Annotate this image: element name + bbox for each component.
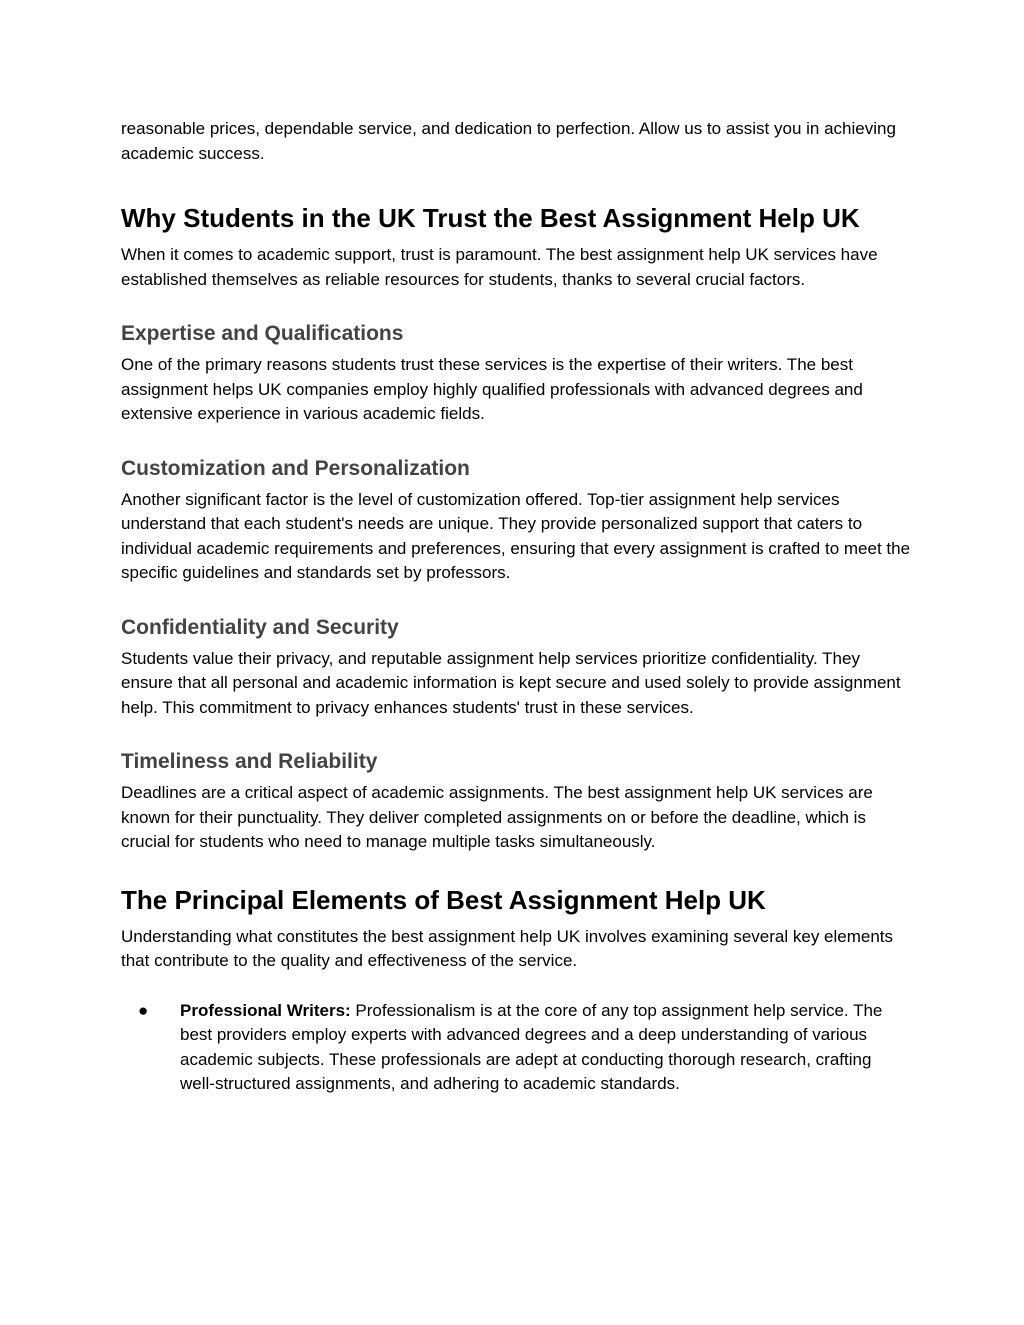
document-page <box>121 117 911 1097</box>
subsection-paragraph-customization: Another significant factor is the level of customization offered. Top-tier assignment help services understand that each student's needs are unique. They provide personalized support that caters to individual academic requirements and preferences, ensuring that every assignment is crafted to meet the specific guidelines and standards set by professors. <box>121 489 911 582</box>
bullet-list <box>121 999 911 1097</box>
subsection-heading-confidentiality: Confidentiality and Security <box>121 615 399 639</box>
section2-paragraph: Understanding what constitutes the best assignment help UK involves examining several key elements that contribute to the quality and effectiveness of the service. <box>121 926 894 970</box>
subsection-paragraph-confidentiality: Students value their privacy, and reputable assignment help services prioritize confidentiality. They ensure that all personal and academic information is kept secure and used solely to provide assignment help. This commitment to privacy enhances students' trust in these services. <box>121 648 901 717</box>
section1-paragraph: When it comes to academic support, trust is paramount. The best assignment help UK services have established themselves as reliable resources for students, thanks to several crucial factors. <box>121 245 878 289</box>
intro-paragraph: reasonable prices, dependable service, and dedication to perfection. Allow us to assist you in achieving academic success. <box>121 119 896 163</box>
bullet-icon: ● <box>138 1000 149 1020</box>
bullet-lead: Professional Writers: <box>180 1000 351 1020</box>
subsection-paragraph-timeliness: Deadlines are a critical aspect of academic assignments. The best assignment help UK services are known for their punctuality. They deliver completed assignments on or before the deadline, which is crucial for students who need to manage multiple tasks simultaneously. <box>121 783 873 851</box>
bullet-text: Professionalism is at the core of any top assignment help service. The best providers employ experts with advanced degrees and a deep understanding of various academic subjects. These professionals are adept at conducting thorough research, crafting well-structured assignments, and adhering to academic standards. <box>180 1000 883 1093</box>
section1-heading: Why Students in the UK Trust the Best Assignment Help UK <box>121 203 860 233</box>
subsection-heading-expertise: Expertise and Qualifications <box>121 322 404 345</box>
list-item <box>121 999 911 1097</box>
section2-heading: The Principal Elements of Best Assignment Help UK <box>121 884 766 915</box>
subsection-paragraph-expertise: One of the primary reasons students trust these services is the expertise of their writers. The best assignment helps UK companies employ highly qualified professionals with advanced degrees and extensive experience in various academic fields. <box>121 355 863 423</box>
subsection-heading-customization: Customization and Personalization <box>121 456 470 480</box>
subsection-heading-timeliness: Timeliness and Reliability <box>121 750 378 773</box>
